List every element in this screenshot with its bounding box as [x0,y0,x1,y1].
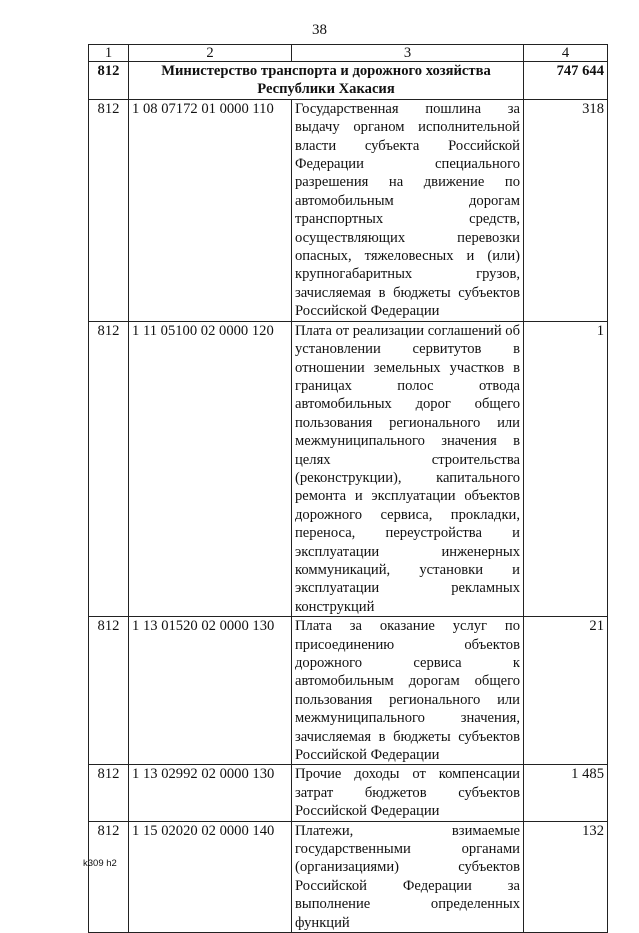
revenue-code: 1 13 01520 02 0000 130 [129,617,292,765]
table-row [89,765,608,821]
amount: 1 485 [524,765,608,821]
revenue-code: 1 13 02992 02 0000 130 [129,765,292,821]
column-number: 1 [89,45,129,62]
table-row [89,617,608,765]
amount: 747 644 [524,62,608,100]
agency-code: 812 [89,321,129,617]
revenue-description: Прочие доходы от компенсации затрат бюджетов субъектов Российской Федерации [292,765,524,821]
column-number: 2 [129,45,292,62]
revenue-description: Плата за оказание услуг по присоединению объектов дорожного сервиса к автомобильным дорогам общего пользования регионального или межмуниципального значения, зачисляемая в бюджеты субъектов Российской Федерации [292,617,524,765]
ministry-row [89,62,608,100]
amount: 132 [524,821,608,932]
revenue-code: 1 11 05100 02 0000 120 [129,321,292,617]
table-row [89,821,608,932]
agency-code: 812 [89,99,129,321]
ministry-name: Министерство транспорта и дорожного хозяйства Республики Хакасия [129,62,524,100]
table-row [89,99,608,321]
column-number: 3 [292,45,524,62]
agency-code: 812 [89,62,129,100]
column-number: 4 [524,45,608,62]
amount: 318 [524,99,608,321]
column-number-row [89,45,608,62]
amount: 1 [524,321,608,617]
revenue-description: Платежи, взимаемые государственными органами (организациями) субъектов Российской Федерации за выполнение определенных функций [292,821,524,932]
revenue-code: 1 08 07172 01 0000 110 [129,99,292,321]
document-footer-code: k309 h2 [83,858,117,869]
revenue-code: 1 15 02020 02 0000 140 [129,821,292,932]
page-number: 38 [312,22,327,38]
amount: 21 [524,617,608,765]
table-row [89,321,608,617]
revenue-description: Государственная пошлина за выдачу органом исполнительной власти субъекта Российской Федерации специального разрешения на движение по автомобильным дорогам транспортных средств, осуществляющих перевозки опасных, тяжеловесных и (или) крупногабаритных грузов, зачисляемая в бюджеты субъектов Российской Федерации [292,99,524,321]
revenue-table [88,44,608,933]
agency-code: 812 [89,765,129,821]
agency-code: 812 [89,617,129,765]
revenue-description: Плата от реализации соглашений об установлении сервитутов в отношении земельных участков в границах полос отвода автомобильных дорог общего пользования регионального или межмуниципального значения в целях строительства (реконструкции), капитального ремонта и эксплуатации объектов дорожного сервиса, прокладки, переноса, переустройства и эксплуатации инженерных коммуникаций, установки и эксплуатации рекламных конструкций [292,321,524,617]
agency-code: 812 [89,821,129,932]
